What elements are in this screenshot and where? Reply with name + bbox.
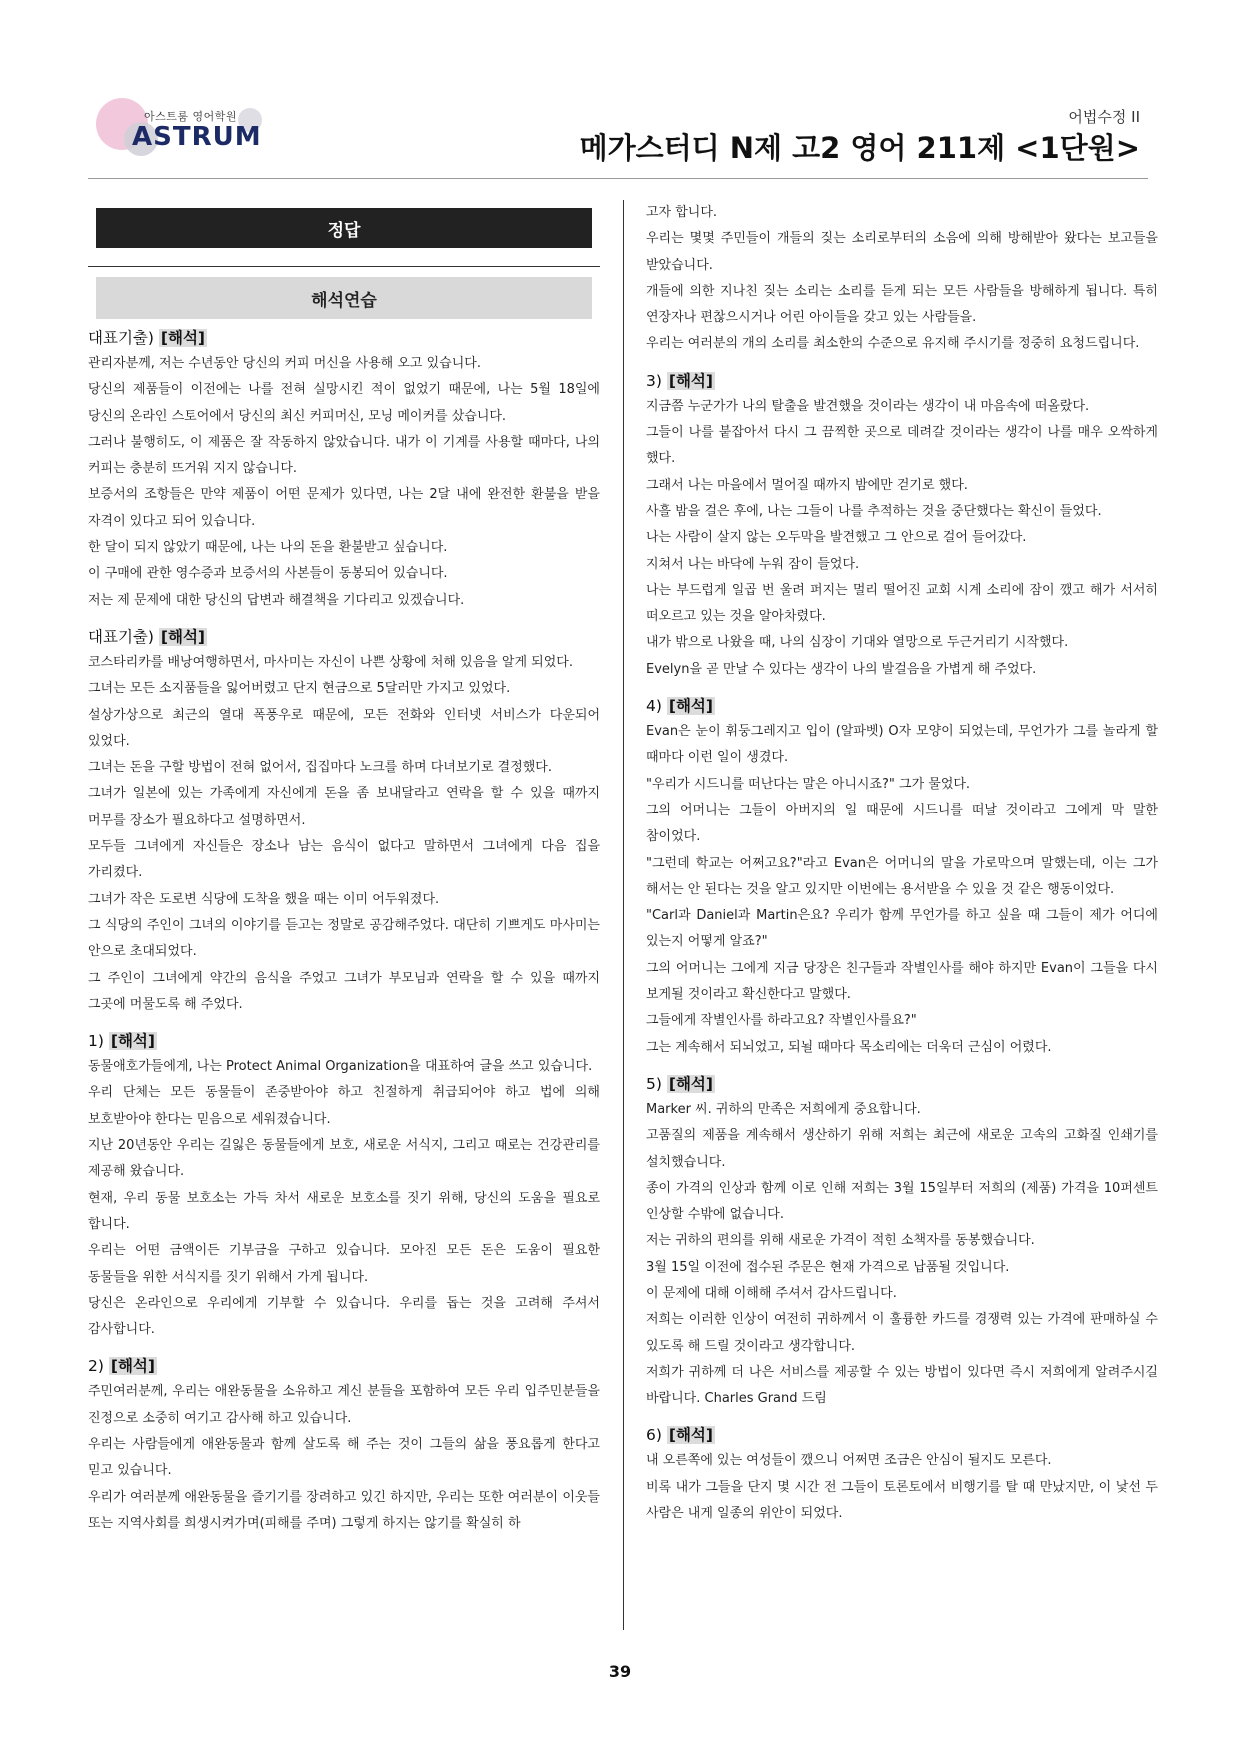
translation-sentence: 그의 어머니는 그에게 지금 당장은 친구들과 작별인사를 해야 하지만 Evan이 그들을 다시 보게될 것이라고 확신한다고 말했다. <box>646 960 1158 1003</box>
practice-heading: 해석연습 <box>96 277 592 319</box>
translation-section <box>646 1422 1158 1527</box>
translation-sentence: 지쳐서 나는 바닥에 누워 잠이 들었다. <box>646 556 860 572</box>
translation-section <box>646 693 1158 1061</box>
translation-section <box>646 200 1158 358</box>
translation-sentence: 저는 귀하의 편의를 위해 새로운 가격이 적힌 소책자를 동봉했습니다. <box>646 1233 1035 1249</box>
section-heading <box>646 1422 1158 1448</box>
translation-sentence: 내가 밖으로 나왔을 때, 나의 심장이 기대와 열망으로 두근거리기 시작했다. <box>646 635 1069 651</box>
astrum-logo <box>88 92 288 172</box>
translation-sentence: 한 달이 되지 않았기 때문에, 나는 나의 돈을 환불받고 싶습니다. <box>88 540 448 556</box>
translation-sentence: 우리 단체는 모든 동물들이 존중받아야 하고 친절하게 취급되어야 하고 법에 의해 보호받아야 한다는 믿음으로 세워졌습니다. <box>88 1085 600 1127</box>
section-label: 1) <box>88 1032 104 1051</box>
translation-sentence: 그녀가 일본에 있는 가족에게 자신에게 돈을 좀 보내달라고 연락을 할 수 있을 때까지 머무를 장소가 필요하다고 설명하면서. <box>88 786 600 828</box>
page-header <box>88 92 1148 179</box>
translation-sentence: 그래서 나는 마을에서 멀어질 때까지 밤에만 걷기로 했다. <box>646 477 968 493</box>
translation-sentence: 나는 사람이 살지 않는 오두막을 발견했고 그 안으로 걸어 들어갔다. <box>646 530 1027 546</box>
translation-section <box>646 1071 1158 1413</box>
translation-sentence: 그들이 나를 붙잡아서 다시 그 끔찍한 곳으로 데려갈 것이라는 생각이 나를 매우 오싹하게 했다. <box>646 425 1158 467</box>
left-column <box>88 200 600 1537</box>
section-label: 5) <box>646 1074 662 1093</box>
translation-sentence: 지금쯤 누군가가 나의 탈출을 발견했을 것이라는 생각이 내 마음속에 떠올랐다. <box>646 398 1090 414</box>
haeseok-tag: [해석] <box>668 697 713 716</box>
page-number: 39 <box>608 1662 632 1681</box>
section-heading <box>646 1071 1158 1097</box>
translation-sentence: 그녀는 모든 소지품들을 잃어버렸고 단지 현금으로 5달러만 가지고 있었다. <box>88 681 511 697</box>
haeseok-tag: [해석] <box>110 1357 155 1376</box>
translation-sentence: 고품질의 제품을 계속해서 생산하기 위해 저희는 최근에 새로운 고속의 고화질 인쇄기를 설치했습니다. <box>646 1128 1158 1170</box>
section-label: 6) <box>646 1426 662 1445</box>
translation-sentence: 그 주인이 그녀에게 약간의 음식을 주었고 그녀가 부모님과 연락을 할 수 있을 때까지 그곳에 머물도록 해 주었다. <box>88 970 600 1012</box>
translation-sentence: 보증서의 조항들은 만약 제품이 어떤 문제가 있다면, 나는 2달 내에 완전한 환불을 받을 자격이 있다고 되어 있습니다. <box>88 487 600 529</box>
right-sections <box>646 200 1158 1527</box>
translation-sentence: "우리가 시드니를 떠난다는 말은 아니시죠?" 그가 물었다. <box>646 776 971 792</box>
translation-sentence: 현재, 우리 동물 보호소는 가득 차서 새로운 보호소를 짓기 위해, 당신의 도움을 필요로 합니다. <box>88 1190 600 1232</box>
right-column <box>646 200 1158 1527</box>
translation-sentence: Evelyn을 곧 만날 수 있다는 생각이 나의 발걸음을 가볍게 해 주었다. <box>646 661 1037 677</box>
section-label: 2) <box>88 1357 104 1376</box>
logo-name: ASTRUM <box>132 122 262 152</box>
answer-heading: 정답 <box>96 208 592 248</box>
translation-sentence: 우리는 여러분의 개의 소리를 최소한의 수준으로 유지해 주시기를 정중히 요청드립니다. <box>646 336 1140 352</box>
header-subtitle: 어법수정 II <box>1068 108 1140 126</box>
translation-sentence: 당신은 온라인으로 우리에게 기부할 수 있습니다. 우리를 돕는 것을 고려해 주셔서 감사합니다. <box>88 1295 600 1338</box>
translation-sentence: 그의 어머니는 그들이 아버지의 일 때문에 시드니를 떠날 것이라고 그에게 막 말한 참이었다. <box>646 802 1158 845</box>
translation-sentence: 우리는 몇몇 주민들이 개들의 짖는 소리로부터의 소음에 의해 방해받아 왔다는 보고들을 받았습니다. <box>646 231 1158 273</box>
translation-section <box>646 368 1158 683</box>
haeseok-tag: [해석] <box>668 371 713 390</box>
translation-sentence: 내 오른쪽에 있는 여성들이 깼으니 어쩌면 조금은 안심이 될지도 모른다. <box>646 1453 1052 1469</box>
translation-section <box>88 1028 600 1343</box>
section-label: 대표기출) <box>88 627 154 646</box>
translation-section <box>88 624 600 1018</box>
translation-sentence: 종이 가격의 인상과 함께 이로 인해 저희는 3월 15일부터 저희의 (제품) 가격을 10퍼센트 인상할 수밖에 없습니다. <box>646 1180 1158 1223</box>
translation-sentence: "그런데 학교는 어쩌고요?"라고 Evan은 어머니의 말을 가로막으며 말했는데, 이는 그가 해서는 안 된다는 것을 알고 있지만 이번에는 용서받을 수 있을 것 같은 행동이었다. <box>646 855 1158 897</box>
translation-sentence: 개들에 의한 지나친 짖는 소리는 소리를 듣게 되는 모든 사람들을 방해하게 됩니다. 특히 연장자나 편찮으시거나 어린 아이들을 갖고 있는 사람들을. <box>646 283 1158 326</box>
translation-sentence: 당신의 제품들이 이전에는 나를 전혀 실망시킨 적이 없었기 때문에, 나는 5월 18일에 당신의 온라인 스토어에서 당신의 최신 커피머신, 모닝 메이커를 샀습니다. <box>88 382 600 424</box>
translation-section <box>88 1353 600 1537</box>
translation-sentence: 우리는 어떤 금액이든 기부금을 구하고 있습니다. 모아진 모든 돈은 도움이 필요한 동물들을 위한 서식지를 짓기 위해서 가게 됩니다. <box>88 1243 600 1285</box>
section-heading <box>88 1028 600 1054</box>
translation-sentence: Evan은 눈이 휘둥그레지고 입이 (알파벳) O자 모양이 되었는데, 무언가가 그를 놀라게 할 때마다 이런 일이 생겼다. <box>646 724 1158 766</box>
logo-subtitle: 아스트룸 영어학원 <box>144 110 238 123</box>
translation-sentence: 그 식당의 주인이 그녀의 이야기를 듣고는 정말로 공감해주었다. 대단히 기쁘게도 마사미는 안으로 초대되었다. <box>88 917 600 960</box>
section-heading <box>88 1353 600 1379</box>
translation-sentence: 코스타리카를 배낭여행하면서, 마사미는 자신이 나쁜 상황에 처해 있음을 알게 되었다. <box>88 654 573 670</box>
translation-sentence: 동물애호가들에게, 나는 Protect Animal Organization을 대표하여 글을 쓰고 있습니다. <box>88 1059 593 1075</box>
translation-sentence: 그들에게 작별인사를 하라고요? 작별인사를요?" <box>646 1013 917 1029</box>
section-label: 대표기출) <box>88 329 154 347</box>
translation-sentence: Marker 씨. 귀하의 만족은 저희에게 중요합니다. <box>646 1101 921 1117</box>
translation-sentence: 그는 계속해서 되뇌었고, 되뇔 때마다 목소리에는 더욱더 근심이 어렸다. <box>646 1039 1052 1055</box>
section-label: 4) <box>646 697 662 716</box>
translation-section <box>88 325 600 614</box>
translation-sentence: 비록 내가 그들을 단지 몇 시간 전 그들이 토론토에서 비행기를 탈 때 만났지만, 이 낯선 두 사람은 내게 일종의 위안이 되었다. <box>646 1479 1158 1522</box>
section-heading <box>88 624 600 650</box>
translation-sentence: 3월 15일 이전에 접수된 주문은 현재 가격으로 납품될 것입니다. <box>646 1259 1010 1275</box>
section-divider <box>88 266 600 267</box>
translation-sentence: 고자 합니다. <box>646 205 718 220</box>
haeseok-tag: [해석] <box>160 329 206 347</box>
section-heading <box>88 325 600 351</box>
translation-sentence: 우리는 사람들에게 애완동물과 함께 살도록 해 주는 것이 그들의 삶을 풍요롭게 한다고 믿고 있습니다. <box>88 1436 600 1479</box>
translation-sentence: 그러나 불행히도, 이 제품은 잘 작동하지 않았습니다. 내가 이 기계를 사용할 때마다, 나의 커피는 충분히 뜨거워 지지 않습니다. <box>88 434 600 477</box>
translation-sentence: 이 구매에 관한 영수증과 보증서의 사본들이 동봉되어 있습니다. <box>88 566 448 582</box>
translation-sentence: 사흘 밤을 걸은 후에, 나는 그들이 나를 추적하는 것을 중단했다는 확신이 들었다. <box>646 503 1102 519</box>
translation-sentence: "Carl과 Daniel과 Martin은요? 우리가 함께 무언가를 하고 싶을 때 그들이 제가 어디에 있는지 어떻게 알죠?" <box>646 908 1158 950</box>
left-sections <box>88 325 600 1537</box>
header-title: 메가스터디 N제 고2 영어 211제 <1단원> <box>579 131 1140 165</box>
translation-sentence: 저희가 귀하께 더 나은 서비스를 제공할 수 있는 방법이 있다면 즉시 저희에게 알려주시길 바랍니다. Charles Grand 드림 <box>646 1364 1158 1407</box>
translation-sentence: 지난 20년동안 우리는 길잃은 동물들에게 보호, 새로운 서식지, 그리고 때로는 건강관리를 제공해 왔습니다. <box>88 1138 600 1180</box>
haeseok-tag: [해석] <box>110 1032 155 1051</box>
column-divider <box>623 200 624 1630</box>
section-label: 3) <box>646 371 662 390</box>
section-heading <box>646 693 1158 719</box>
translation-sentence: 우리가 여러분께 애완동물을 즐기기를 장려하고 있긴 하지만, 우리는 또한 여러분이 이웃들 또는 지역사회를 희생시켜가며(피해를 주며) 그렇게 하지는 않기를 확실히 하 <box>88 1489 600 1531</box>
translation-sentence: 저희는 이러한 인상이 여전히 귀하께서 이 훌륭한 카드를 경쟁력 있는 가격에 판매하실 수 있도록 해 드릴 것이라고 생각합니다. <box>646 1312 1158 1354</box>
translation-sentence: 이 문제에 대해 이해해 주셔서 감사드립니다. <box>646 1285 897 1301</box>
section-heading <box>646 368 1158 394</box>
translation-sentence: 설상가상으로 최근의 열대 폭풍우로 때문에, 모든 전화와 인터넷 서비스가 다운되어 있었다. <box>88 707 600 749</box>
translation-sentence: 관리자분께, 저는 수년동안 당신의 커피 머신을 사용해 오고 있습니다. <box>88 356 481 371</box>
translation-sentence: 저는 제 문제에 대한 당신의 답변과 해결책을 기다리고 있겠습니다. <box>88 592 465 608</box>
translation-sentence: 그녀가 작은 도로변 식당에 도착을 했을 때는 이미 어두워졌다. <box>88 891 440 907</box>
translation-sentence: 주민여러분께, 우리는 애완동물을 소유하고 계신 분들을 포함하여 모든 우리 입주민분들을 진정으로 소중히 여기고 감사해 하고 있습니다. <box>88 1384 600 1426</box>
haeseok-tag: [해석] <box>668 1426 713 1445</box>
translation-sentence: 나는 부드럽게 일곱 번 울려 퍼지는 멀리 떨어진 교회 시계 소리에 잠이 깼고 해가 서서히 떠오르고 있는 것을 알아차렸다. <box>646 582 1158 625</box>
haeseok-tag: [해석] <box>160 627 206 646</box>
translation-sentence: 그녀는 돈을 구할 방법이 전혀 없어서, 집집마다 노크를 하며 다녀보기로 결정했다. <box>88 760 553 776</box>
translation-sentence: 모두들 그녀에게 자신들은 장소나 남는 음식이 없다고 말하면서 그녀에게 다음 집을 가리켰다. <box>88 839 600 881</box>
haeseok-tag: [해석] <box>668 1074 713 1093</box>
